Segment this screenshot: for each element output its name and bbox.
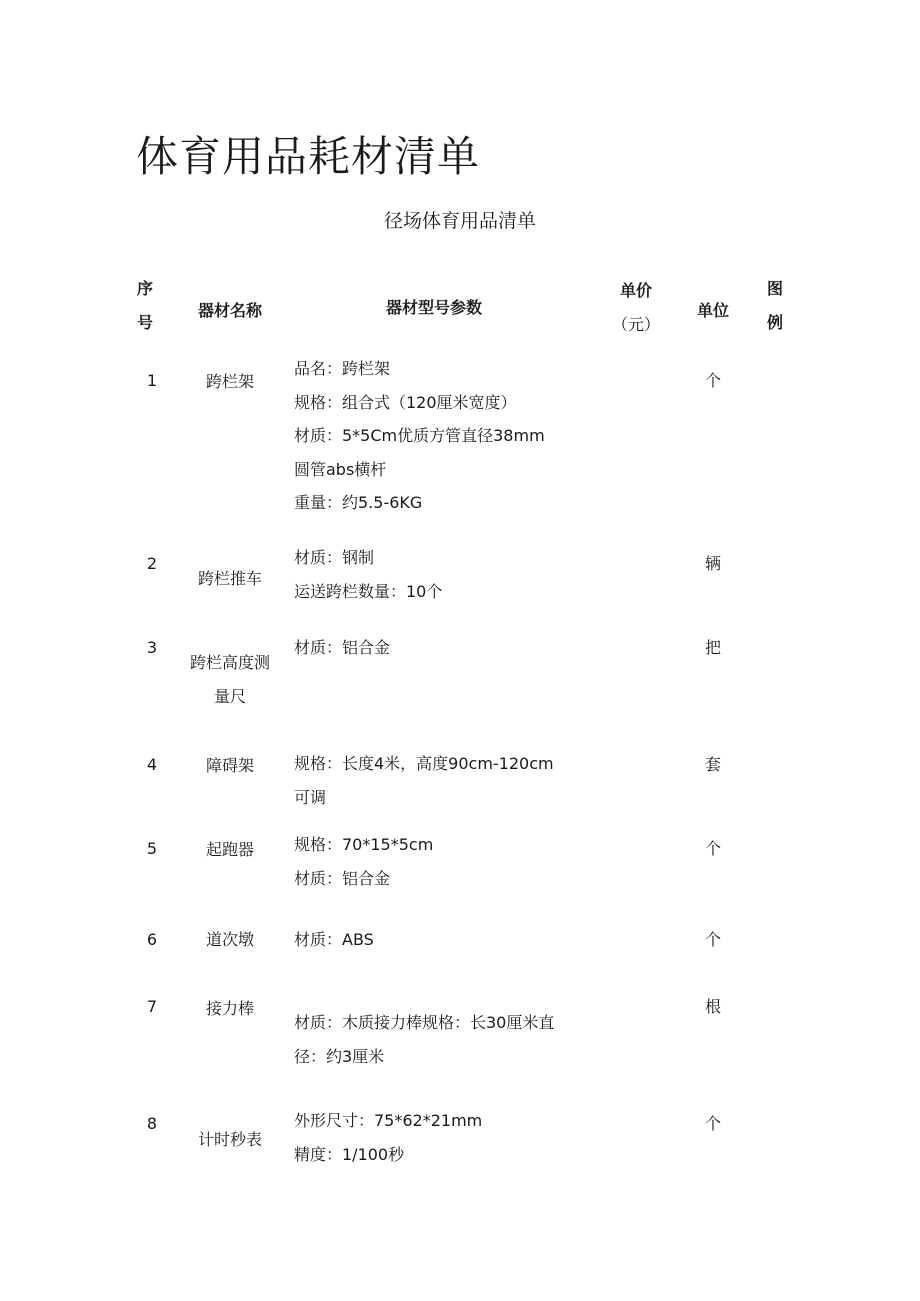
row-name-line: 跨栏高度测: [189, 653, 270, 672]
row-name: [180, 562, 280, 596]
row-unit: 个: [704, 371, 721, 390]
row-unit: 套: [704, 755, 721, 774]
row-name: [180, 923, 280, 957]
header-index-line-2: 号: [136, 313, 153, 332]
row-unit: 把: [704, 638, 721, 657]
row-spec-line: 品名：跨栏架: [294, 359, 391, 378]
row-spec: [294, 541, 594, 608]
row-spec-line: 重量：约5.5-6KG: [294, 493, 423, 512]
row-spec-line: 规格：组合式（120厘米宽度）: [294, 392, 517, 412]
row-spec-line: 材质：木质接力棒规格：长30厘米直: [294, 1013, 555, 1032]
row-name: [180, 833, 280, 867]
row-name-line: 量尺: [213, 686, 246, 706]
row-name: [180, 1123, 280, 1157]
row-name: [180, 992, 280, 1026]
row-spec: [294, 631, 594, 665]
row-index: 6: [146, 930, 158, 949]
row-spec: [294, 352, 594, 520]
header-spec: 器材型号参数: [385, 298, 482, 317]
row-index: 7: [146, 997, 158, 1016]
header-name: 器材名称: [197, 301, 262, 320]
row-spec-line: 材质：5*5Cm优质方管直径38mm: [294, 426, 545, 445]
row-name-line: 计时秒表: [197, 1130, 262, 1149]
row-name: [180, 749, 280, 783]
row-spec-line: 径：约3厘米: [294, 1046, 385, 1066]
row-index: 5: [146, 839, 158, 858]
row-name-line: 起跑器: [205, 840, 254, 859]
row-name-line: 道次墩: [205, 930, 254, 949]
row-spec-line: 运送跨栏数量：10个: [294, 581, 443, 601]
row-spec: [294, 1104, 594, 1171]
row-spec-line: 精度：1/100秒: [294, 1144, 405, 1164]
row-name-line: 跨栏推车: [197, 569, 262, 588]
row-name: [180, 646, 280, 713]
header-price-line-2: （元）: [611, 315, 660, 334]
row-spec-line: 外形尺寸：75*62*21mm: [294, 1111, 483, 1130]
row-index: 1: [146, 371, 158, 390]
header-unit: 单位: [696, 301, 729, 320]
row-name-line: 跨栏架: [205, 372, 254, 391]
header-image-line-2: 例: [766, 313, 783, 332]
row-spec: [294, 923, 594, 957]
row-spec-line: 材质：ABS: [294, 930, 374, 949]
row-spec-line: 规格：长度4米，高度90cm-120cm: [294, 754, 554, 773]
header-image: [760, 272, 790, 340]
header-index-line-1: 序: [136, 279, 153, 298]
row-name: [180, 365, 280, 399]
row-spec: [294, 1006, 594, 1073]
row-spec-line: 材质：铝合金: [294, 638, 391, 657]
row-name-line: 接力棒: [205, 999, 254, 1018]
row-unit: 个: [704, 839, 721, 858]
row-spec-line: 材质：钢制: [294, 548, 375, 567]
row-index: 4: [146, 755, 158, 774]
header-image-line-1: 图: [766, 279, 783, 298]
row-index: 3: [146, 638, 158, 657]
row-spec: [294, 828, 594, 895]
document-title: 体育用品耗材清单: [136, 132, 481, 181]
row-name-line: 障碍架: [205, 756, 254, 775]
header-index: [130, 272, 160, 340]
row-spec-line: 圆管abs横杆: [294, 459, 387, 479]
row-index: 2: [146, 554, 158, 573]
header-price: [605, 274, 667, 342]
header-price-line-1: 单价: [619, 281, 652, 300]
row-unit: 辆: [704, 554, 721, 573]
row-index: 8: [146, 1114, 158, 1133]
row-spec-line: 材质：铝合金: [294, 868, 391, 888]
row-spec-line: 可调: [294, 787, 327, 807]
row-unit: 个: [704, 1114, 721, 1133]
row-unit: 个: [704, 930, 721, 949]
row-unit: 根: [704, 997, 721, 1016]
row-spec-line: 规格：70*15*5cm: [294, 835, 434, 854]
row-spec: [294, 747, 594, 814]
table-subtitle: 径场体育用品清单: [383, 210, 536, 232]
